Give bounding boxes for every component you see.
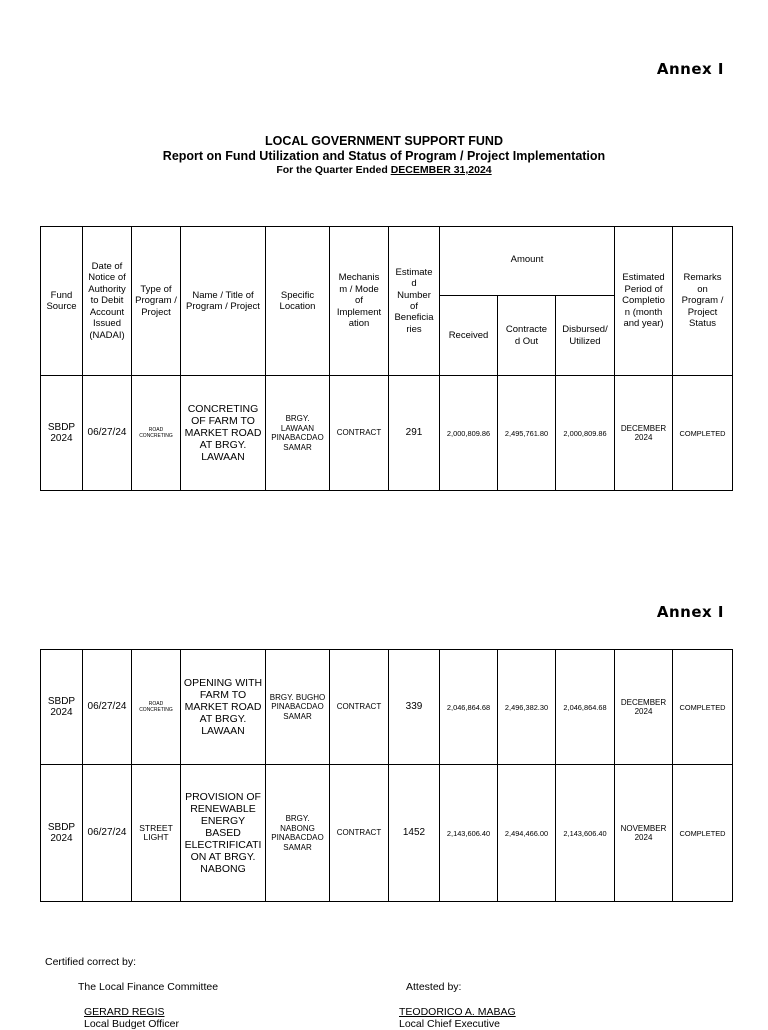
quarter-date: DECEMBER 31,2024 (390, 164, 492, 176)
header-disbursed: Disbursed/ Utilized (556, 296, 615, 376)
cell-remarks: COMPLETED (673, 650, 733, 765)
chief-executive-title: Local Chief Executive (399, 1018, 500, 1030)
cell-mechanism: CONTRACT (330, 650, 389, 765)
table-row (41, 376, 733, 491)
header-contracted: Contracte d Out (498, 296, 556, 376)
chief-executive-signature (399, 1006, 516, 1030)
cell-name: PROVISION OF RENEWABLE ENERGY BASED ELECTRIFICATI ON AT BRGY. NABONG (181, 765, 266, 902)
cell-period: DECEMBER 2024 (615, 650, 673, 765)
cell-received: 2,046,864.68 (440, 650, 498, 765)
cell-fund-source: SBDP 2024 (41, 376, 83, 491)
cell-type: ROAD CONCRETING (132, 376, 181, 491)
cell-period: DECEMBER 2024 (615, 376, 673, 491)
cell-beneficiaries: 339 (389, 650, 440, 765)
cell-type: ROAD CONCRETING (132, 650, 181, 765)
cell-received: 2,143,606.40 (440, 765, 498, 902)
annex-label: Annex I (656, 60, 724, 78)
table-row (41, 765, 733, 902)
cell-location: BRGY. NABONG PINABACDAO SAMAR (266, 765, 330, 902)
cell-period: NOVEMBER 2024 (615, 765, 673, 902)
cell-fund-source: SBDP 2024 (41, 650, 83, 765)
header-name: Name / Title of Program / Project (181, 227, 266, 376)
report-subtitle: Report on Fund Utilization and Status of Program / Project Implementation (162, 149, 606, 163)
cell-beneficiaries: 1452 (389, 765, 440, 902)
cell-location: BRGY. LAWAAN PINABACDAO SAMAR (266, 376, 330, 491)
cell-date: 06/27/24 (83, 765, 132, 902)
header-date-notice: Date of Notice of Authority to Debit Account Issued (NADAI) (83, 227, 132, 376)
cell-location: BRGY. BUGHO PINABACDAO SAMAR (266, 650, 330, 765)
header-location: Specific Location (266, 227, 330, 376)
cell-name: CONCRETING OF FARM TO MARKET ROAD AT BRGY. LAWAAN (181, 376, 266, 491)
table-row (41, 650, 733, 765)
cell-disbursed: 2,143,606.40 (556, 765, 615, 902)
cell-contracted: 2,495,761.80 (498, 376, 556, 491)
cell-disbursed: 2,046,864.68 (556, 650, 615, 765)
cell-remarks: COMPLETED (673, 376, 733, 491)
cell-date: 06/27/24 (83, 376, 132, 491)
budget-officer-title: Local Budget Officer (84, 1018, 179, 1030)
committee-label: The Local Finance Committee (78, 981, 219, 993)
report-table (40, 226, 733, 491)
budget-officer-name: GERARD REGIS (84, 1006, 165, 1018)
cell-beneficiaries: 291 (389, 376, 440, 491)
attested-label: Attested by: (406, 981, 462, 993)
quarter-line (0, 164, 768, 177)
fund-title: LOCAL GOVERNMENT SUPPORT FUND (265, 134, 503, 148)
cell-mechanism: CONTRACT (330, 765, 389, 902)
cell-mechanism: CONTRACT (330, 376, 389, 491)
report-table-continued (40, 649, 733, 902)
header-received: Received (440, 296, 498, 376)
header-mechanism: Mechanis m / Mode of Implement ation (330, 227, 389, 376)
annex-label: Annex I (656, 603, 724, 621)
chief-executive-name: TEODORICO A. MABAG (399, 1006, 516, 1018)
cell-fund-source: SBDP 2024 (41, 765, 83, 902)
cell-contracted: 2,496,382.30 (498, 650, 556, 765)
cell-received: 2,000,809.86 (440, 376, 498, 491)
cell-name: OPENING WITH FARM TO MARKET ROAD AT BRGY. LAWAAN (181, 650, 266, 765)
header-amount: Amount (440, 227, 615, 296)
certified-label: Certified correct by: (45, 956, 137, 968)
cell-type: STREET LIGHT (132, 765, 181, 902)
cell-disbursed: 2,000,809.86 (556, 376, 615, 491)
cell-date: 06/27/24 (83, 650, 132, 765)
budget-officer-signature (84, 1006, 179, 1030)
header-fund-source: Fund Source (41, 227, 83, 376)
report-title (0, 134, 768, 177)
cell-remarks: COMPLETED (673, 765, 733, 902)
header-remarks: Remarks on Program / Project Status (673, 227, 733, 376)
header-beneficiaries: Estimate d Number of Beneficia ries (389, 227, 440, 376)
cell-contracted: 2,494,466.00 (498, 765, 556, 902)
header-type: Type of Program / Project (132, 227, 181, 376)
quarter-prefix: For the Quarter Ended (276, 164, 388, 176)
header-period: Estimated Period of Completio n (month and year) (615, 227, 673, 376)
